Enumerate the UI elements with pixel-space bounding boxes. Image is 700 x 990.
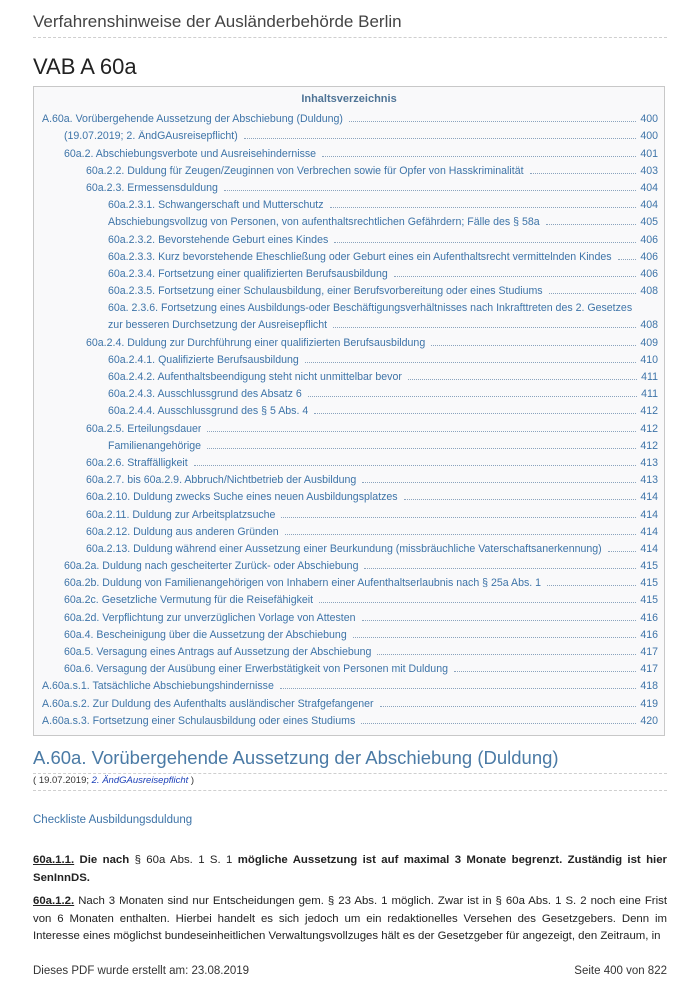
toc-entry-page[interactable]: 415 [640,594,658,607]
p1-bold-start: Die nach [74,854,135,866]
toc-leader-dots [546,224,637,225]
toc-entry[interactable] [34,417,664,434]
paragraph-60a-1-1 [33,852,667,887]
toc-leader-dots [330,207,637,208]
toc-entry-text[interactable]: 60a.2.4.4. Ausschlussgrund des § 5 Abs. 4 [108,405,309,418]
toc-entry-page[interactable]: 409 [640,336,658,349]
amendment-link[interactable]: 2. ÄndGAusreisepflicht [91,775,189,786]
section-heading: A.60a. Vorübergehende Aussetzung der Abschiebung (Duldung) [33,747,667,774]
toc-entry[interactable] [34,624,664,641]
toc-entry-text[interactable]: 60a.2.3.2. Bevorstehende Geburt eines Kindes [108,233,329,246]
toc-entry-page[interactable]: 416 [640,628,658,641]
toc-entry[interactable] [34,125,664,142]
toc-entry-page[interactable]: 419 [640,697,658,710]
toc-leader-dots [244,138,637,139]
toc-entry-text[interactable]: (19.07.2019; 2. ÄndGAusreisepflicht) [64,130,238,143]
toc-entry-text[interactable]: 60a.2.3.3. Kurz bevorstehende Eheschließung oder Geburt eines ein Aufenthaltsrecht vermittelnden Kindes [108,250,612,263]
toc-entry[interactable] [34,692,664,709]
toc-entry[interactable] [34,452,664,469]
toc-entry[interactable] [34,400,664,417]
toc-entry-text[interactable]: 60a.2d. Verpflichtung zur unverzüglichen Vorlage von Attesten [64,611,356,624]
toc-entry[interactable] [34,160,664,177]
paragraph-60a-1-2 [33,893,667,946]
toc-leader-dots [194,465,637,466]
toc-entry[interactable] [34,589,664,606]
toc-leader-dots [394,276,637,277]
footer-created-date: Dieses PDF wurde erstellt am: 23.08.2019 [33,965,250,977]
toc-leader-dots [404,499,637,500]
toc-entry-text[interactable]: 60a.2.4.3. Ausschlussgrund des Absatz 6 [108,388,302,401]
toc-entry-page[interactable]: 413 [640,456,658,469]
toc-entry[interactable] [34,486,664,503]
toc-entry[interactable] [34,194,664,211]
toc-entry-text[interactable]: Abschiebungsvollzug von Personen, von aufenthaltsrechtlichen Gefährdern; Fälle des § 58a [108,216,540,229]
toc-entry-page[interactable]: 412 [640,422,658,435]
toc-entry-text[interactable]: 60a.2.4.1. Qualifizierte Berufsausbildung [108,353,299,366]
paragraph-number[interactable]: 60a.1.1. [33,854,75,866]
toc-entry-text[interactable]: 60a.2a. Duldung nach gescheiterter Zurück- oder Abschiebung [64,560,359,573]
toc-entry[interactable] [34,675,664,692]
toc-entry-page[interactable]: 417 [640,646,658,658]
toc-entry-page[interactable]: 414 [640,542,658,555]
toc-leader-dots [334,242,636,243]
toc-entry-text[interactable]: A.60a. Vorübergehende Aussetzung der Abschiebung (Duldung) [42,113,343,126]
toc-entry-text[interactable]: 60a.2.3.4. Fortsetzung einer qualifizierten Berufsausbildung [108,267,388,280]
table-of-contents [33,86,665,736]
toc-entry[interactable] [34,228,664,245]
toc-entry-page[interactable]: 412 [640,405,658,418]
toc-entry-page[interactable]: 401 [640,147,658,160]
meta-date: 19.07.2019; [38,775,92,786]
toc-entry-text[interactable]: A.60a.s.3. Fortsetzung einer Schulausbildung oder eines Studiums [42,714,356,727]
toc-leader-dots [608,551,637,552]
toc-entry-page[interactable]: 408 [640,319,658,332]
toc-leader-dots [305,362,637,363]
toc-entry-page[interactable]: 411 [641,371,658,383]
toc-entry[interactable] [34,331,664,348]
toc-entry[interactable] [34,177,664,194]
toc-entry-text[interactable]: 60a.2b. Duldung von Familienangehörigen von Inhabern einer Aufenthaltserlaubnis nach § 25a Abs. 1 [64,577,542,590]
toc-entry[interactable] [34,297,664,314]
toc-leader-dots [361,723,636,724]
meta-open: ( [33,775,39,786]
toc-entry-page[interactable]: 418 [640,680,658,693]
toc-entry[interactable] [34,383,664,400]
toc-entry-text[interactable]: 60a.2c. Gesetzliche Vermutung für die Reisefähigkeit [64,594,314,607]
section-meta [33,775,667,791]
toc-entry-page[interactable]: 400 [640,113,658,126]
toc-entry[interactable] [34,349,664,366]
toc-leader-dots [380,706,637,707]
toc-entry[interactable] [34,503,664,520]
toc-entry-text[interactable]: 60a.2.3.5. Fortsetzung einer Schulausbildung, einer Berufsvorbereitung oder eines Studiums [108,285,543,298]
toc-entry[interactable] [34,469,664,486]
toc-leader-dots [364,568,636,569]
toc-leader-dots [349,121,636,122]
checklist-link[interactable]: Checkliste Ausbildungsduldung [33,814,193,826]
toc-leader-dots [322,156,636,157]
toc-entry[interactable] [34,606,664,623]
toc-entry[interactable] [34,710,664,727]
toc-entry-text[interactable]: Familienangehörige [108,439,202,452]
toc-entry-page[interactable]: 410 [640,353,658,366]
toc-entry[interactable] [34,555,664,572]
toc-title: Inhaltsverzeichnis [301,93,397,105]
toc-entry-text[interactable]: 60a.2.3.1. Schwangerschaft und Mutterschutz [108,199,324,212]
site-header [33,12,667,38]
toc-entry-page[interactable]: 414 [640,491,658,504]
toc-leader-dots [377,654,636,655]
toc-entry[interactable] [34,142,664,159]
toc-leader-dots [281,517,636,518]
toc-entry-page[interactable]: 415 [640,560,658,573]
toc-entry-page[interactable]: 406 [640,250,658,263]
toc-entry-page[interactable]: 416 [640,611,658,624]
toc-leader-dots [618,259,637,260]
toc-list [34,108,664,727]
p1-bold-end: mögliche Aussetzung ist auf maximal 3 Monate begrenzt. Zuständig ist hier SenInnDS. [33,854,667,884]
meta-close: ) [188,775,195,786]
toc-entry-page[interactable]: 400 [640,130,658,143]
toc-entry-text[interactable]: 60a.2.12. Duldung aus anderen Gründen [86,525,279,538]
toc-entry-page[interactable]: 414 [640,525,658,538]
toc-entry-text[interactable]: 60a. 2.3.6. Fortsetzung eines Ausbildungs-oder Beschäftigungsverhältnisses nach Inkrafttreten des 2. Gesetzes [108,302,633,315]
toc-entry-page[interactable]: 406 [640,233,658,246]
p2-text: Nach 3 Monaten sind nur Entscheidungen gem. § 23 Abs. 1 möglich. Zwar ist in § 60a Abs. 1 S. 2 noch eine Frist von 6 Monaten enthalten. Hierbei handelt es sich jedoch um ein redaktionelles Versehen des Gesetzgebers. Denn im Interesse eines möglichst bundeseinheitlichen Verwaltungsvollzuges hält es der Gesetzgeber für angezeigt, den Zeitraum, in [33,895,667,942]
toc-entry[interactable] [34,435,664,452]
toc-entry-page[interactable]: 417 [640,663,658,676]
toc-entry-text[interactable]: 60a.2.3. Ermessensduldung [86,181,218,194]
toc-leader-dots [353,637,637,638]
site-title: Verfahrenshinweise der Ausländerbehörde Berlin [33,12,402,31]
footer-page-number: Seite 400 von 822 [574,965,667,977]
toc-entry[interactable] [34,280,664,297]
toc-entry[interactable] [34,246,664,263]
toc-entry-text[interactable]: 60a.2.2. Duldung für Zeugen/Zeuginnen von Verbrechen sowie für Opfer von Hasskriminalität [86,164,524,177]
toc-entry[interactable] [34,572,664,589]
toc-entry-text[interactable]: 60a.2.11. Duldung zur Arbeitsplatzsuche [86,508,276,521]
toc-entry-page[interactable]: 411 [641,388,658,401]
toc-entry[interactable] [34,521,664,538]
toc-leader-dots [224,190,636,191]
toc-entry[interactable] [34,538,664,555]
toc-entry-text[interactable]: 60a.2.5. Erteilungsdauer [86,422,202,435]
toc-entry[interactable] [34,263,664,280]
toc-entry[interactable] [34,211,664,228]
page-title: VAB A 60a [33,54,137,79]
toc-leader-dots [547,585,636,586]
toc-entry-text[interactable]: 60a.2.10. Duldung zwecks Suche eines neuen Ausbildungsplatzes [86,491,398,504]
toc-entry-text[interactable]: 60a.2.13. Duldung während einer Aussetzung einer Beurkundung (missbräuchliche Vaterschaftsanerkennung) [86,542,602,555]
toc-entry[interactable] [34,641,664,658]
toc-entry[interactable] [34,314,664,331]
toc-leader-dots [530,173,637,174]
toc-entry[interactable] [34,108,664,125]
toc-leader-dots [319,602,636,603]
toc-entry[interactable] [34,658,664,675]
toc-entry-text[interactable]: 60a.2.6. Straffälligkeit [86,456,188,469]
toc-leader-dots [285,534,637,535]
toc-leader-dots [308,396,637,397]
toc-entry-page[interactable]: 404 [640,181,658,194]
toc-entry-page[interactable]: 406 [640,267,658,280]
toc-leader-dots [362,620,637,621]
toc-leader-dots [454,671,636,672]
p1-plain: § 60a Abs. 1 S. 1 [134,854,238,866]
toc-entry-page[interactable]: 412 [640,439,658,452]
toc-entry-page[interactable]: 408 [640,285,658,298]
toc-entry-text[interactable]: 60a.6. Versagung der Ausübung einer Erwerbstätigkeit von Personen mit Duldung [64,663,448,676]
toc-leader-dots [408,379,637,380]
toc-leader-dots [207,431,636,432]
toc-entry-page[interactable]: 403 [640,164,658,177]
toc-entry-page[interactable]: 420 [640,714,658,727]
toc-entry-text[interactable]: zur besseren Durchsetzung der Ausreisepflicht [108,319,328,332]
paragraph-number[interactable]: 60a.1.2. [33,895,75,907]
toc-entry-page[interactable]: 405 [640,216,658,229]
toc-entry-page[interactable]: 415 [640,577,658,590]
toc-entry-text[interactable]: A.60a.s.2. Zur Duldung des Aufenthalts ausländischer Strafgefangener [42,697,374,710]
toc-entry-text[interactable]: 60a.2. Abschiebungsverbote und Ausreisehindernisse [64,147,317,160]
toc-entry-page[interactable]: 413 [640,474,658,487]
toc-entry-page[interactable]: 404 [640,199,658,212]
toc-entry[interactable] [34,366,664,383]
toc-entry-text[interactable]: 60a.2.4. Duldung zur Durchführung einer qualifizierten Berufsausbildung [86,336,426,349]
toc-entry-text[interactable]: A.60a.s.1. Tatsächliche Abschiebungshindernisse [42,680,274,693]
toc-leader-dots [549,293,637,294]
toc-entry-text[interactable]: 60a.4. Bescheinigung über die Aussetzung der Abschiebung [64,628,347,641]
toc-leader-dots [314,413,636,414]
toc-entry-text[interactable]: 60a.5. Versagung eines Antrags auf Aussetzung der Abschiebung [64,646,372,658]
toc-entry-text[interactable]: 60a.2.4.2. Aufenthaltsbeendigung steht nicht unmittelbar bevor [108,371,402,383]
toc-entry-page[interactable]: 414 [640,508,658,521]
toc-leader-dots [280,688,636,689]
toc-leader-dots [333,327,636,328]
toc-leader-dots [362,482,636,483]
toc-entry-text[interactable]: 60a.2.7. bis 60a.2.9. Abbruch/Nichtbetrieb der Ausbildung [86,474,357,487]
toc-leader-dots [207,448,636,449]
toc-leader-dots [431,345,636,346]
